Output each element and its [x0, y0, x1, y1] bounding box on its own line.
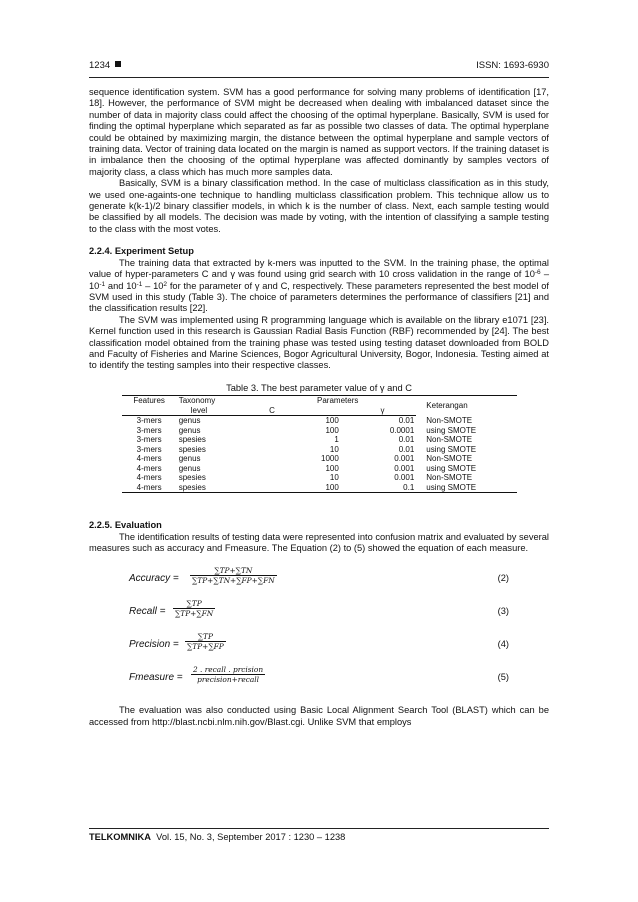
- square-bullet-icon: [115, 61, 121, 67]
- col-gamma: γ: [349, 406, 416, 416]
- paragraph-multiclass: Basically, SVM is a binary classification method. In the case of multiclass classification as in this study, we used one-againts-one technique to handling multiclass classification problem. This technique allow us to generate k(k-1)/2 binary classifier models, in which k is the number of class. Next, each sample testing would be classified by all models. The decision was made by voting, with the intention of classifying a sample testing to the class with the most votes.: [89, 178, 549, 234]
- table-row: 3-mers spesies 10 0.01 using SMOTE: [136, 444, 477, 454]
- footer-rule: [89, 828, 549, 829]
- section-heading-evaluation: 2.2.5. Evaluation: [89, 520, 162, 531]
- paragraph-training: The training data that extracted by k-mers was inputted to the SVM. In the training phase, the optimal value of hyper-parameters C and γ was found using grid search with 10 cross validation in the range of $10^{-6} - 10^{-1}$ and $10^{-1} - 10^2$ for the parameter of γ and C, respectively. These parameters represented the best model of SVM used in this study (Table 3). The choice of parameters determines the performance of classifiers [21] and the classification results [22].: [89, 257, 549, 314]
- page-header: [89, 60, 549, 74]
- body-text: [89, 87, 549, 728]
- paragraph-blast: The evaluation was also conducted using Basic Local Alignment Search Tool (BLAST) which can be accessed from http://blast.ncbi.nlm.nih.gov/Blast.cgi. Unlike SVM that employs: [89, 705, 549, 727]
- equation-fmeasure: Fmeasure = 2 . recall . prcision precision+recall (5): [129, 665, 509, 685]
- col-taxonomy: Taxonomy: [177, 396, 259, 406]
- col-parameters: Parameters: [259, 396, 416, 406]
- col-c: C: [259, 406, 349, 416]
- issn: ISSN: 1693-6930: [476, 60, 549, 71]
- journal-name: TELKOMNIKA: [89, 832, 151, 842]
- col-features: Features: [122, 396, 177, 406]
- section-heading-experiment-setup: 2.2.4. Experiment Setup: [89, 246, 194, 257]
- col-level: level: [177, 406, 259, 416]
- equation-recall: Recall = $\frac{\sum TP}{\sum TP+\sum FN}$ (3): [129, 599, 509, 619]
- table-row: 4-mers spesies 10 0.001 Non-SMOTE: [136, 473, 473, 483]
- parameter-table: [122, 395, 517, 493]
- table-caption: Table 3. The best parameter value of γ and C: [226, 382, 412, 393]
- paragraph-implementation: The SVM was implemented using R programming language which is available on the library e1071 [23]. Kernel function used in this research is Gaussian Radial Basis Function (RBF) recommended by [24]. The best classification model obtained from the training phase was tested using testing dataset downloaded from BOLD and Faculty of Fisheries and Marine Sciences, Bogor Agricultural University, Bogor, Indonesia. Testing aimed at to identify the testing samples into their respective classes.: [89, 314, 549, 371]
- table-row: 3-mers genus 100 0.0001 using SMOTE: [136, 425, 477, 435]
- table-row: 4-mers genus 100 0.001 using SMOTE: [136, 463, 477, 473]
- header-left: [89, 60, 121, 71]
- equation-accuracy: Accuracy = $\frac{\sum TP+\sum TN}{\sum TP+\sum TN+\sum FP+\sum FN}$ (2): [129, 566, 509, 586]
- paragraph-evaluation: The identification results of testing data were represented into confusion matrix and evaluated by several measures such as accuracy and Fmeasure. The Equation (2) to (5) showed the equation of each measure.: [89, 531, 549, 553]
- header-rule: [89, 77, 549, 78]
- paragraph-svm-imbalance: sequence identification system. SVM has a good performance for solving many problems of identification [17, 18]. However, the performance of SVM might be decreased when dealing with imbalanced dataset since the number of data in majority class could affect the choosing of the optimal hyperplane. Basically, SVM is used for finding the optimal hyperplane which separated as far as possible two classes of data. The optimal hyperplane could be obtained by maximizing margin, the distance between the optimal hyperplane and sample vectors of training data. Vector of training data located on the margin is named as support vectors. If the training dataset is in imbalance then the choosing of the optimal hyperplane was affected dominantly by samples vectors of majority class, a class which has much more samples data.: [89, 87, 549, 177]
- table-row: 4-mers spesies 100 0.1 using SMOTE: [122, 483, 517, 493]
- table-row: 4-mers genus 1000 0.001 Non-SMOTE: [136, 454, 473, 464]
- page-footer: [89, 832, 345, 842]
- journal-details: Vol. 15, No. 3, September 2017 : 1230 – 1238: [156, 832, 346, 842]
- table-row: 3-mers genus 100 0.01 Non-SMOTE: [136, 415, 473, 426]
- equation-precision: Precision = $\frac{\sum TP}{\sum TP+\sum FP}$ (4): [129, 632, 509, 652]
- table-row: 3-mers spesies 1 0.01 Non-SMOTE: [136, 435, 473, 445]
- page-number: 1234: [89, 60, 111, 71]
- col-keterangan: Keterangan: [416, 396, 516, 416]
